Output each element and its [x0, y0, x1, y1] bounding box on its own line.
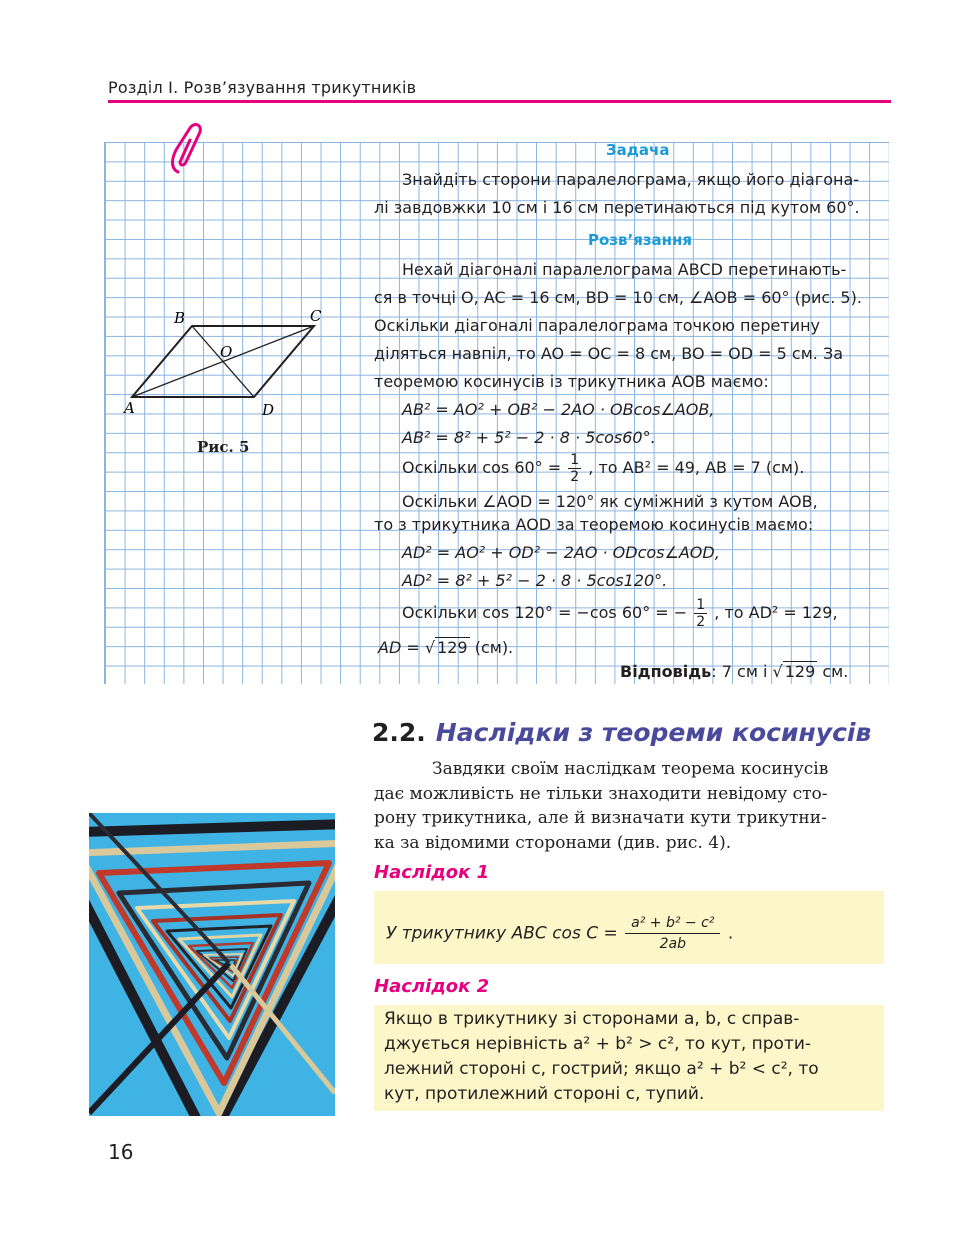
solution-line: Оскільки ∠AOD = 120° як суміжний з кутом AOB,	[402, 492, 818, 511]
fraction	[568, 452, 581, 485]
page-number: 16	[108, 1140, 134, 1164]
answer	[620, 658, 848, 686]
diagonal-bd	[192, 326, 254, 397]
consequence-1-box	[374, 891, 884, 964]
center-label-o: O	[220, 343, 233, 361]
consequence-2-line: кут, протилежний стороні c, тупий.	[384, 1084, 705, 1104]
equation: AD² = AO² + OD² − 2AO · ODcos∠AOD,	[402, 543, 720, 562]
intro-line: ка за відомими сторонами (див. рис. 4).	[374, 832, 732, 853]
problem-heading: Задача	[606, 141, 670, 159]
solution-line: ся в точці O, AC = 16 см, BD = 10 см, ∠AOB = 60° (рис. 5).	[374, 288, 862, 307]
equation: AB² = 8² + 5² − 2 · 8 · 5cos60°.	[402, 428, 656, 447]
formula-denominator: 2ab	[659, 936, 686, 952]
solution-line: теоремою косинусів із трикутника AOB маємо:	[374, 372, 769, 391]
consequence-2-box	[374, 1005, 884, 1111]
consequence-2-title: Наслідок 2	[374, 976, 490, 997]
parallelogram-figure	[120, 305, 340, 425]
running-header: Розділ І. Розв’язування трикутників	[108, 78, 417, 97]
intro-line: дає можливість не тільки знаходити невідому сто-	[374, 783, 828, 804]
answer-text: : 7 см і	[711, 662, 768, 681]
formula-suffix: .	[727, 923, 734, 944]
triangular-truss-image	[89, 813, 335, 1116]
formula-fraction	[625, 913, 720, 954]
vertex-label-b: B	[174, 309, 186, 327]
equation-ad	[378, 634, 513, 662]
vertex-label-d: D	[262, 401, 275, 419]
consequence-2-line: джується нерівність a² + b² > c², то кут, проти-	[384, 1034, 812, 1054]
eq-text: , то AB² = 49, AB = 7 (см).	[588, 458, 805, 477]
eq-text: , то AD² = 129,	[714, 603, 838, 622]
header-rule	[108, 100, 891, 103]
eq-text: Оскільки cos 60° =	[402, 458, 562, 477]
answer-label: Відповідь	[620, 662, 712, 681]
intro-line: Завдяки своїм наслідкам теорема косинусів	[432, 759, 829, 779]
fraction-denominator: 2	[696, 614, 706, 630]
answer-suffix: см.	[822, 662, 849, 681]
section-intro	[374, 757, 886, 855]
equation-cos120	[402, 597, 838, 630]
tower-photo	[89, 813, 335, 1116]
section-title: Наслідки з теореми косинусів	[435, 718, 872, 747]
eq-text: Оскільки cos 120° = −cos 60° = −	[402, 603, 688, 622]
fraction	[694, 597, 707, 630]
sqrt-radicand: 129	[437, 638, 468, 657]
consequence-1-formula	[386, 913, 733, 954]
intro-line: рону трикутника, але й визначати кути трикутни-	[374, 808, 827, 828]
paperclip-icon	[168, 122, 212, 180]
formula-prefix: У трикутнику ABC cos C =	[386, 923, 618, 944]
sqrt-radicand: 129	[784, 662, 816, 681]
fraction-numerator: 1	[696, 597, 706, 613]
solution-heading: Розв’язання	[588, 231, 693, 249]
sqrt-sign-icon: √	[424, 638, 436, 657]
section-heading	[372, 718, 871, 747]
consequence-1-title: Наслідок 1	[374, 862, 490, 883]
fraction-denominator: 2	[570, 469, 580, 485]
vertex-label-c: C	[310, 307, 322, 325]
equation: AB² = AO² + OB² − 2AO · OBcos∠AOB,	[402, 400, 715, 419]
consequence-2-line: Якщо в трикутнику зі сторонами a, b, c справ-	[384, 1009, 800, 1029]
figure-caption: Рис. 5	[197, 438, 250, 456]
sqrt-sign-icon: √	[772, 662, 783, 681]
equation-cos60	[402, 452, 804, 485]
eq-text: (см).	[474, 638, 514, 657]
vertex-label-a: A	[124, 399, 135, 417]
formula-numerator: a² + b² − c²	[625, 913, 720, 934]
consequence-2-line: лежний стороні c, гострий; якщо a² + b² < c², то	[384, 1059, 819, 1079]
solution-line: Оскільки діагоналі паралелограма точкою перетину	[374, 316, 820, 335]
problem-line: лі завдовжки 10 см і 16 см перетинаються під кутом 60°.	[374, 198, 860, 217]
fraction-numerator: 1	[570, 452, 580, 468]
eq-text: AD =	[378, 638, 420, 657]
solution-line: то з трикутника AOD за теоремою косинусів маємо:	[374, 515, 814, 534]
section-number: 2.2.	[372, 718, 426, 747]
equation: AD² = 8² + 5² − 2 · 8 · 5cos120°.	[402, 571, 668, 590]
problem-line: Знайдіть сторони паралелограма, якщо його діагона-	[402, 170, 860, 189]
solution-line: Нехай діагоналі паралелограма ABCD перетинають-	[402, 260, 847, 279]
solution-line: діляться навпіл, то AO = OC = 8 см, BO = OD = 5 см. За	[374, 344, 844, 363]
